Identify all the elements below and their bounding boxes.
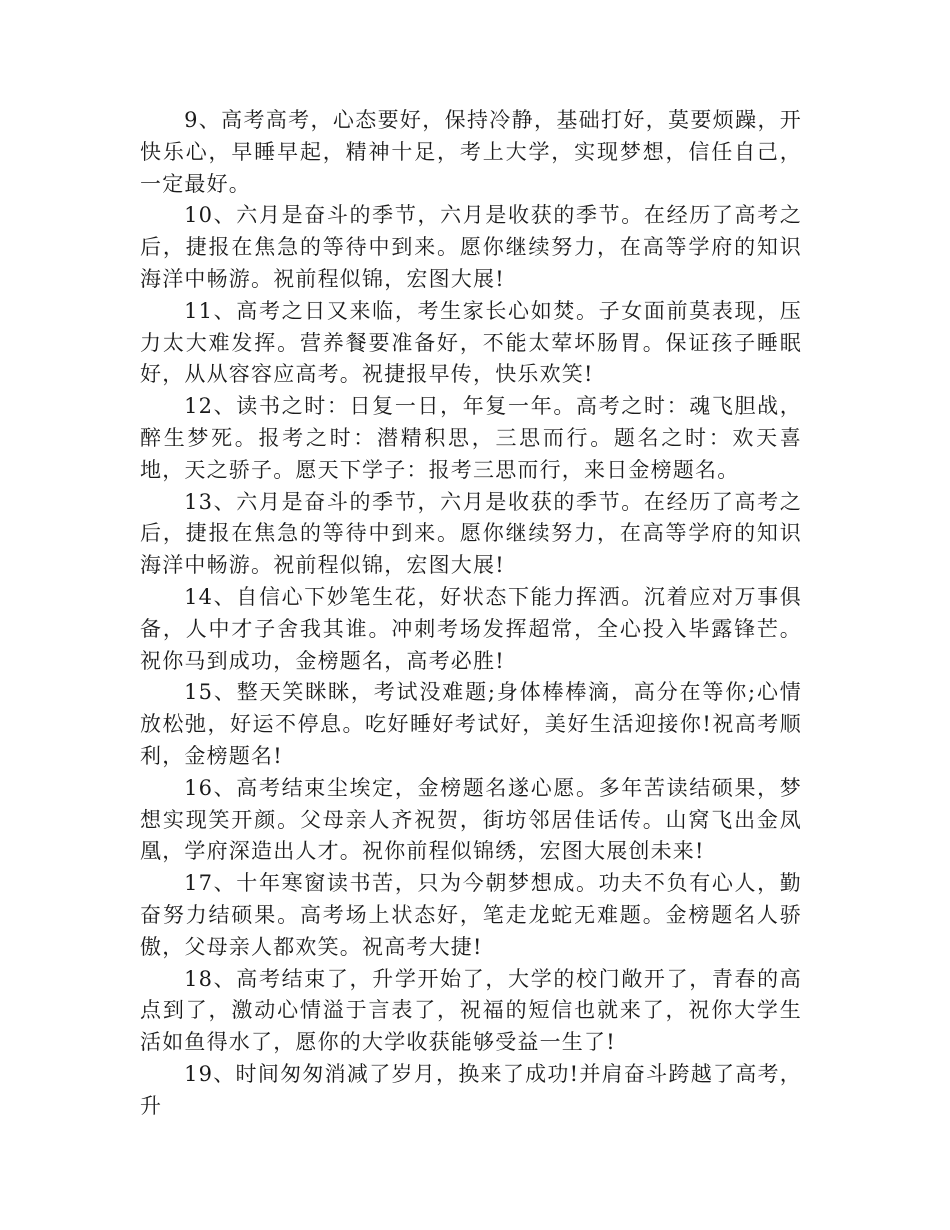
paragraph-10: 10、六月是奋斗的季节，六月是收获的季节。在经历了高考之后，捷报在焦急的等待中到来。愿你继续努力，在高等学府的知识海洋中畅游。祝前程似锦，宏图大展!	[140, 203, 802, 291]
document-page	[140, 105, 802, 1123]
paragraph-18: 18、高考结束了，升学开始了，大学的校门敞开了，青春的高点到了，激动心情溢于言表了，祝福的短信也就来了，祝你大学生活如鱼得水了，愿你的大学收获能够受益一生了!	[140, 966, 802, 1055]
paragraph-17: 17、十年寒窗读书苦，只为今朝梦想成。功夫不负有心人，勤奋努力结硕果。高考场上状态好，笔走龙蛇无难题。金榜题名人骄傲，父母亲人都欢笑。祝高考大捷!	[140, 871, 802, 959]
paragraph-12: 12、读书之时：日复一日，年复一年。高考之时：魂飞胆战，醉生梦死。报考之时：潜精积思，三思而行。题名之时：欢天喜地，天之骄子。愿天下学子：报考三思而行，来日金榜题名。	[140, 394, 802, 482]
paragraph-16: 16、高考结束尘埃定，金榜题名遂心愿。多年苦读结硕果，梦想实现笑开颜。父母亲人齐祝贺，街坊邻居佳话传。山窝飞出金凤凰，学府深造出人才。祝你前程似锦绣，宏图大展创未来!	[140, 775, 802, 864]
paragraph-19: 19、时间匆匆消减了岁月，换来了成功!并肩奋斗跨越了高考，升	[140, 1061, 802, 1118]
paragraph-9: 9、高考高考，心态要好，保持冷静，基础打好，莫要烦躁，开快乐心，早睡早起，精神十足，考上大学，实现梦想，信任自己，一定最好。	[140, 108, 802, 196]
paragraph-13: 13、六月是奋斗的季节，六月是收获的季节。在经历了高考之后，捷报在焦急的等待中到来。愿你继续努力，在高等学府的知识海洋中畅游。祝前程似锦，宏图大展!	[140, 489, 802, 578]
paragraph-11: 11、高考之日又来临，考生家长心如焚。子女面前莫表现，压力太大难发挥。营养餐要准备好，不能太荤坏肠胃。保证孩子睡眠好，从从容容应高考。祝捷报早传，快乐欢笑!	[140, 298, 802, 387]
paragraph-15: 15、整天笑眯眯，考试没难题;身体棒棒滴，高分在等你;心情放松弛，好运不停息。吃好睡好考试好，美好生活迎接你!祝高考顺利，金榜题名!	[140, 680, 802, 768]
paragraph-14: 14、自信心下妙笔生花，好状态下能力挥洒。沉着应对万事俱备，人中才子舍我其谁。冲刺考场发挥超常，全心投入毕露锋芒。祝你马到成功，金榜题名，高考必胜!	[140, 584, 802, 673]
